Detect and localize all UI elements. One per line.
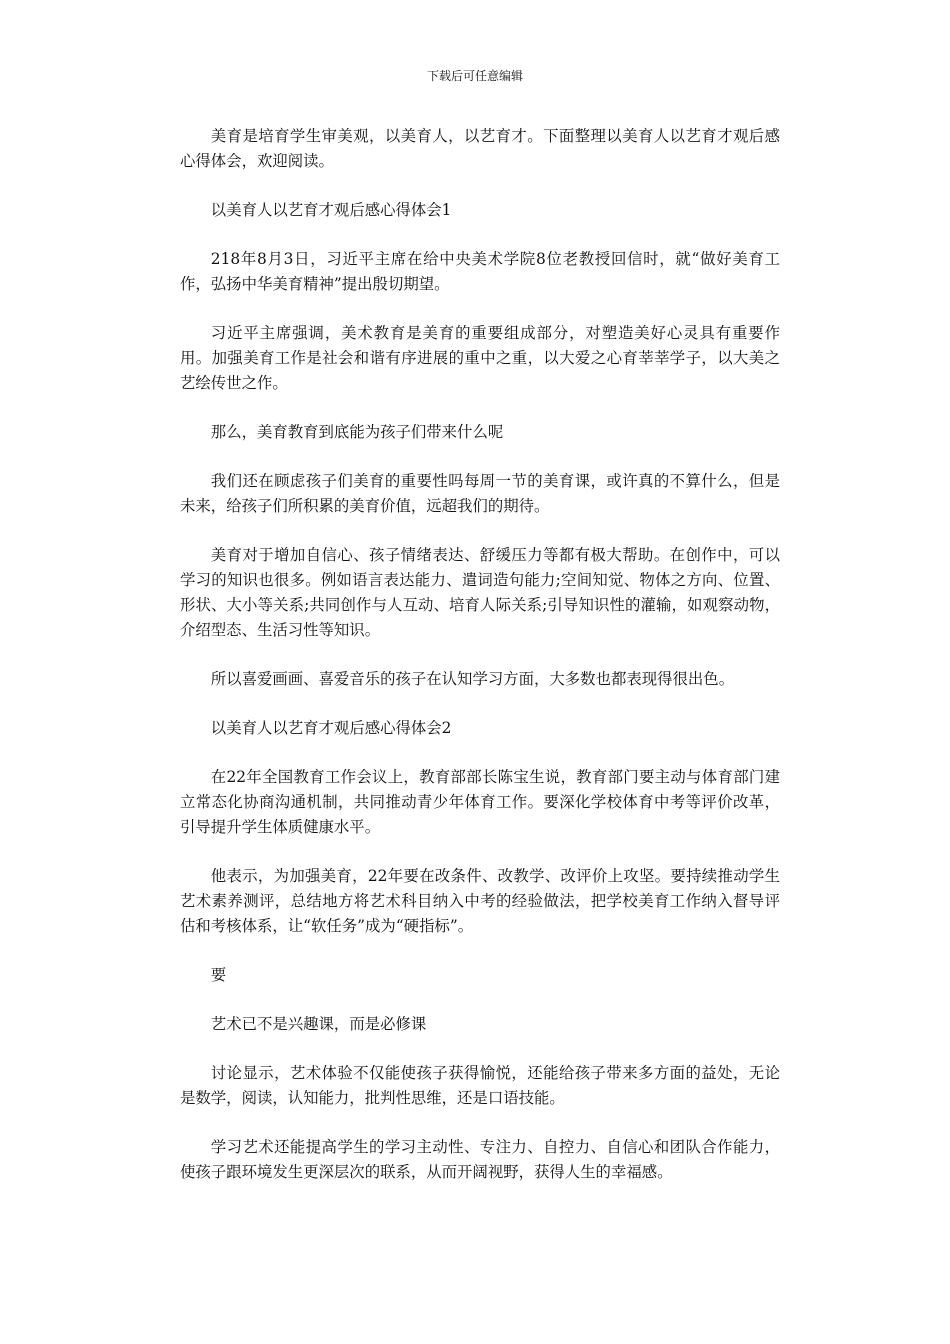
body-paragraph: 学习艺术还能提高学生的学习主动性、专注力、自控力、自信心和团队合作能力，使孩子跟环境发生更深层次的联系，从而开阔视野，获得人生的幸福感。 [180,1138,780,1181]
body-paragraph: 所以喜爱画画、喜爱音乐的孩子在认知学习方面，大多数也都表现得很出色。 [210,670,735,688]
document-body [180,124,780,1209]
body-paragraph: 那么，美育教育到底能为孩子们带来什么呢 [210,423,504,441]
page-header-note: 下载后可任意编辑 [426,69,523,83]
body-paragraph: 218年8月3日，习近平主席在给中央美术学院8位老教授回信时，就“做好美育工作，弘扬中华美育精神”提出殷切期望。 [180,250,780,293]
body-paragraph: 要 [210,966,227,984]
section-heading-2: 以美育人以艺育才观后感心得体会2 [210,719,452,737]
body-paragraph: 讨论显示，艺术体验不仅能使孩子获得愉悦，还能给孩子带来多方面的益处，无论是数学，阅读，认知能力，批判性思维，还是口语技能。 [180,1064,780,1107]
body-paragraph: 我们还在顾虑孩子们美育的重要性吗每周一节的美育课，或许真的不算什么，但是未来，给孩子们所积累的美育价值，远超我们的期待。 [180,472,780,515]
body-paragraph: 他表示，为加强美育，22年要在改条件、改教学、改评价上攻坚。要持续推动学生艺术素养测评，总结地方将艺术科目纳入中考的经验做法，把学校美育工作纳入督导评估和考核体系，让“软任务”成为“硬指标”。 [180,867,780,935]
body-paragraph: 艺术已不是兴趣课，而是必修课 [210,1015,427,1033]
body-paragraph: 美育对于增加自信心、孩子情绪表达、舒缓压力等都有极大帮助。在创作中，可以学习的知识也很多。例如语言表达能力、遣词造句能力;空间知觉、物体之方向、位置、形状、大小等关系;共同创作与人互动、培育人际关系;引导知识性的灌输，如观察动物，介绍型态、生活习性等知识。 [180,546,780,639]
intro-paragraph: 美育是培育学生审美观，以美育人，以艺育才。下面整理以美育人以艺育才观后感心得体会，欢迎阅读。 [180,127,780,170]
body-paragraph: 习近平主席强调，美术教育是美育的重要组成部分，对塑造美好心灵具有重要作用。加强美育工作是社会和谐有序进展的重中之重，以大爱之心育莘莘学子，以大美之艺绘传世之作。 [180,324,780,392]
body-paragraph: 在22年全国教育工作会议上，教育部部长陈宝生说，教育部门要主动与体育部门建立常态化协商沟通机制，共同推动青少年体育工作。要深化学校体育中考等评价改革，引导提升学生体质健康水平。 [180,768,780,836]
section-heading-1: 以美育人以艺育才观后感心得体会1 [210,201,452,219]
